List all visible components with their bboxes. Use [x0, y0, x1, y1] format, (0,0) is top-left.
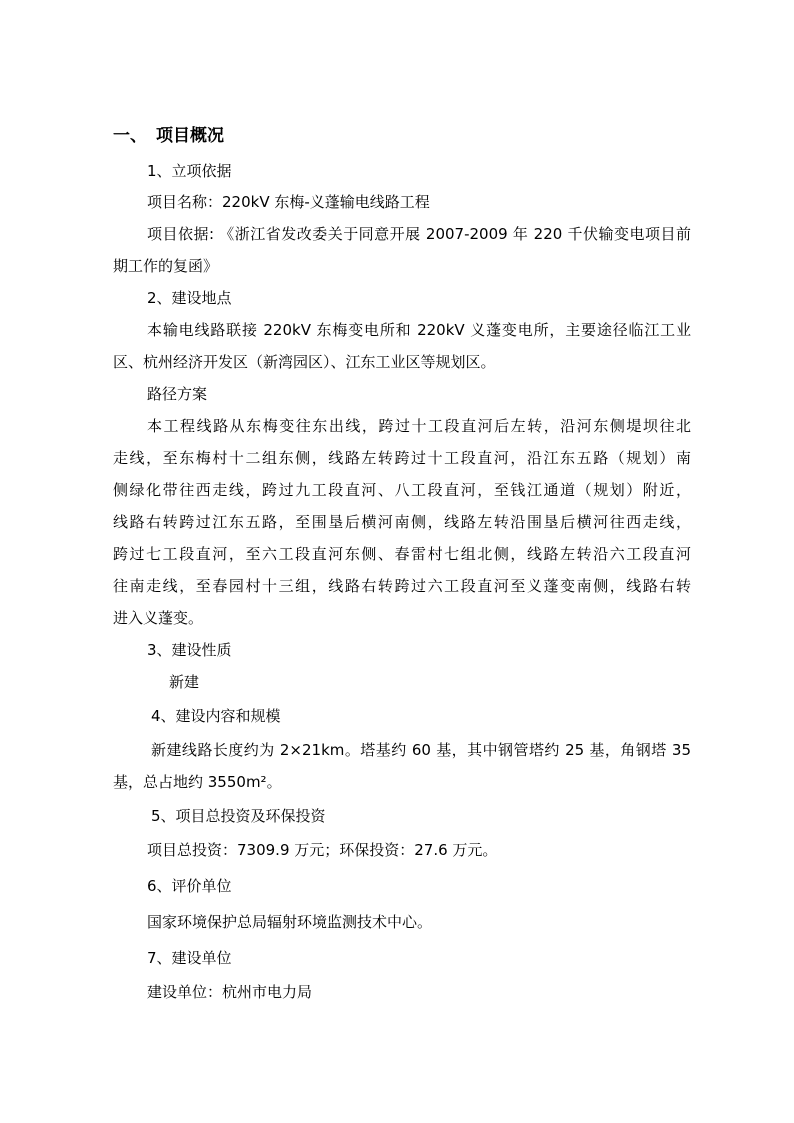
investment: 项目总投资：7309.9 万元；环保投资：27.6 万元。 — [147, 841, 498, 859]
location-line-2: 区、杭州经济开发区（新湾园区）、江东工业区等规划区。 — [113, 353, 496, 371]
route-line-2: 走线，至东梅村十二组东侧，线路左转跨过十工段直河，沿江东五路（规划）南 — [113, 449, 691, 467]
scale-line-2: 基，总占地约 3550m²。 — [113, 773, 282, 791]
route-line-1: 本工程线路从东梅变往东出线，跨过十工段直河后左转，沿河东侧堤坝往北 — [147, 417, 691, 435]
subsection-4-title: 4、建设内容和规模 — [151, 707, 281, 725]
subsection-7-title: 7、建设单位 — [147, 949, 232, 967]
route-line-4: 线路右转跨过江东五路，至围垦后横河南侧，线路左转沿围垦后横河往西走线， — [113, 513, 691, 531]
evaluation-unit: 国家环境保护总局辐射环境监测技术中心。 — [147, 913, 433, 931]
construction-unit: 建设单位：杭州市电力局 — [147, 983, 313, 1001]
route-line-7: 进入义蓬变。 — [113, 609, 204, 627]
project-basis-line-2: 期工作的复函》 — [113, 257, 219, 275]
route-title: 路径方案 — [147, 385, 208, 403]
route-line-5: 跨过七工段直河，至六工段直河东侧、春雷村七组北侧，线路左转沿六工段直河 — [113, 545, 691, 563]
heading-title: 项目概况 — [156, 126, 224, 146]
subsection-3-title: 3、建设性质 — [147, 641, 232, 659]
project-basis-line-1: 项目依据: 《浙江省发改委关于同意开展 2007-2009 年 220 千伏输变电项目前 — [147, 225, 691, 243]
subsection-1-title: 1、立项依据 — [147, 162, 232, 180]
location-line-1: 本输电线路联接 220kV 东梅变电所和 220kV 义蓬变电所，主要途径临江工业 — [147, 321, 691, 339]
subsection-6-title: 6、评价单位 — [147, 877, 232, 895]
route-line-3: 侧绿化带往西走线，跨过九工段直河、八工段直河，至钱江通道（规划）附近， — [113, 481, 691, 499]
subsection-2-title: 2、建设地点 — [147, 289, 232, 307]
scale-line-1: 新建线路长度约为 2×21km。塔基约 60 基，其中钢管塔约 25 基，角钢塔 35 — [151, 741, 691, 759]
route-line-6: 往南走线，至春园村十三组，线路右转跨过六工段直河至义蓬变南侧，线路右转 — [113, 577, 691, 595]
heading-number: 一、 — [113, 126, 147, 146]
project-name: 项目名称：220kV 东梅-义蓬输电线路工程 — [147, 193, 430, 211]
subsection-5-title: 5、项目总投资及环保投资 — [151, 807, 326, 825]
construction-nature: 新建 — [169, 673, 200, 691]
section-heading — [113, 124, 224, 148]
